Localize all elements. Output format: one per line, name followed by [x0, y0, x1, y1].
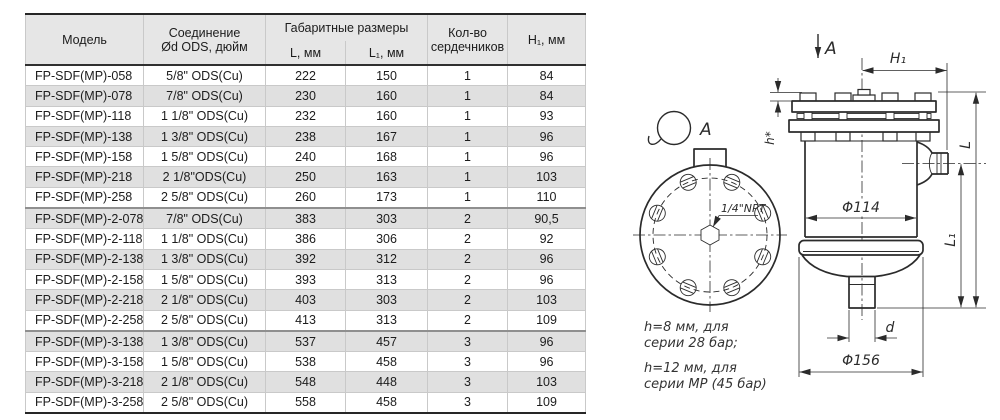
dia-flange-label: Φ156	[842, 353, 880, 369]
col-header-cores-line1: Кол-во	[448, 25, 487, 40]
cell-connection: 2 1/8" ODS(Cu)	[144, 372, 266, 392]
cell-connection: 5/8" ODS(Cu)	[144, 65, 266, 86]
dim-l1	[943, 164, 961, 307]
cell-model: FP-SDF(MP)-2-118	[26, 229, 144, 249]
technical-drawing	[600, 0, 1000, 420]
cell-model: FP-SDF(MP)-3-258	[26, 392, 144, 413]
cell-connection: 1 3/8" ODS(Cu)	[144, 331, 266, 352]
col-header-h1: H₁, мм	[508, 14, 586, 65]
cell-connection: 1 3/8" ODS(Cu)	[144, 126, 266, 146]
cell-connection: 1 1/8" ODS(Cu)	[144, 106, 266, 126]
cell-h1: 96	[508, 126, 586, 146]
view-a-label: A	[700, 120, 712, 140]
flange-assembly	[789, 90, 939, 142]
cell-l: 250	[266, 167, 346, 187]
cell-l: 222	[266, 65, 346, 86]
cell-model: FP-SDF(MP)-3-158	[26, 352, 144, 372]
col-header-cores	[428, 14, 508, 65]
col-header-connection	[144, 14, 266, 65]
table-row	[26, 310, 586, 331]
dia-body-label: Φ114	[842, 200, 880, 216]
cell-model: FP-SDF(MP)-258	[26, 187, 144, 208]
cell-l: 383	[266, 208, 346, 229]
cell-connection: 1 5/8" ODS(Cu)	[144, 147, 266, 167]
spec-table-header	[26, 14, 586, 65]
cell-cores: 1	[428, 126, 508, 146]
cell-model: FP-SDF(MP)-138	[26, 126, 144, 146]
l1-label: L₁	[943, 233, 959, 247]
note-line-4: серии МР (45 бар)	[644, 377, 767, 392]
cell-h1: 84	[508, 86, 586, 106]
cell-h1: 103	[508, 290, 586, 310]
l-label: L	[958, 141, 974, 149]
cell-model: FP-SDF(MP)-218	[26, 167, 144, 187]
cell-h1: 96	[508, 147, 586, 167]
cell-h1: 109	[508, 310, 586, 331]
cell-l1: 458	[346, 392, 428, 413]
cell-l1: 458	[346, 352, 428, 372]
table-row	[26, 229, 586, 249]
cell-l: 537	[266, 331, 346, 352]
note-line-3: h=12 мм, для	[644, 361, 737, 376]
cell-l: 240	[266, 147, 346, 167]
cell-connection: 2 5/8" ODS(Cu)	[144, 310, 266, 331]
cell-model: FP-SDF(MP)-2-158	[26, 269, 144, 289]
table-row	[26, 86, 586, 106]
cell-h1: 96	[508, 352, 586, 372]
table-row	[26, 352, 586, 372]
h1-label: H₁	[889, 51, 907, 67]
cell-model: FP-SDF(MP)-118	[26, 106, 144, 126]
npt-label: 1/4"NPT	[721, 202, 766, 215]
dim-dia-body	[806, 200, 916, 218]
cell-connection: 1 1/8" ODS(Cu)	[144, 229, 266, 249]
col-header-connection-line2: Ød ODS, дюйм	[161, 39, 248, 54]
table-row	[26, 65, 586, 86]
cell-cores: 1	[428, 187, 508, 208]
cell-cores: 1	[428, 86, 508, 106]
cell-l1: 457	[346, 331, 428, 352]
cell-cores: 3	[428, 372, 508, 392]
col-header-model: Модель	[26, 14, 144, 65]
cell-l1: 303	[346, 208, 428, 229]
cell-h1: 96	[508, 269, 586, 289]
cell-cores: 1	[428, 147, 508, 167]
cell-cores: 2	[428, 208, 508, 229]
cell-l1: 303	[346, 290, 428, 310]
cell-l: 232	[266, 106, 346, 126]
cell-cores: 2	[428, 249, 508, 269]
view-indicator	[648, 112, 711, 145]
view-direction-arrow	[818, 34, 837, 59]
cell-l1: 306	[346, 229, 428, 249]
cell-cores: 2	[428, 310, 508, 331]
d-label: d	[885, 320, 895, 336]
cell-cores: 1	[428, 65, 508, 86]
table-row	[26, 372, 586, 392]
cell-h1: 96	[508, 249, 586, 269]
cell-cores: 1	[428, 167, 508, 187]
cell-model: FP-SDF(MP)-2-258	[26, 310, 144, 331]
cell-h1: 92	[508, 229, 586, 249]
cell-l: 413	[266, 310, 346, 331]
note-line-2: серии 28 бар;	[644, 336, 738, 351]
table-row	[26, 187, 586, 208]
cell-l1: 163	[346, 167, 428, 187]
cell-connection: 1 5/8" ODS(Cu)	[144, 352, 266, 372]
cell-h1: 90,5	[508, 208, 586, 229]
table-row	[26, 106, 586, 126]
cell-l1: 173	[346, 187, 428, 208]
cell-l1: 160	[346, 86, 428, 106]
cell-h1: 103	[508, 167, 586, 187]
col-header-l1: L₁, мм	[346, 41, 428, 65]
cell-l1: 448	[346, 372, 428, 392]
cell-connection: 2 5/8" ODS(Cu)	[144, 187, 266, 208]
cell-cores: 3	[428, 352, 508, 372]
table-row	[26, 269, 586, 289]
view-arrow-label: A	[825, 39, 837, 59]
table-row	[26, 290, 586, 310]
cell-cores: 2	[428, 269, 508, 289]
cell-l: 386	[266, 229, 346, 249]
cell-h1: 109	[508, 392, 586, 413]
col-header-connection-line1: Соединение	[168, 25, 241, 40]
cell-cores: 3	[428, 392, 508, 413]
cell-l: 538	[266, 352, 346, 372]
cell-l1: 150	[346, 65, 428, 86]
cell-l: 260	[266, 187, 346, 208]
cell-connection: 7/8" ODS(Cu)	[144, 86, 266, 106]
cell-h1: 110	[508, 187, 586, 208]
note-line-1: h=8 мм, для	[644, 320, 729, 335]
cell-l: 548	[266, 372, 346, 392]
filter-body	[799, 141, 923, 308]
cell-model: FP-SDF(MP)-2-078	[26, 208, 144, 229]
cell-cores: 3	[428, 331, 508, 352]
cell-model: FP-SDF(MP)-2-218	[26, 290, 144, 310]
h-star-label: h*	[763, 131, 777, 145]
cell-l1: 312	[346, 249, 428, 269]
cell-connection: 2 1/8"ODS(Cu)	[144, 167, 266, 187]
cell-l1: 160	[346, 106, 428, 126]
table-row	[26, 392, 586, 413]
col-header-l: L, мм	[266, 41, 346, 65]
dim-dia-flange	[799, 257, 923, 377]
cell-h1: 103	[508, 372, 586, 392]
cell-model: FP-SDF(MP)-078	[26, 86, 144, 106]
cell-connection: 1 3/8" ODS(Cu)	[144, 249, 266, 269]
npt-callout	[713, 202, 767, 227]
cell-model: FP-SDF(MP)-2-138	[26, 249, 144, 269]
col-header-cores-line2: сердечников	[430, 39, 505, 54]
npt-port-hex	[701, 225, 719, 245]
cell-l: 230	[266, 86, 346, 106]
cell-l: 403	[266, 290, 346, 310]
cell-connection: 2 1/8" ODS(Cu)	[144, 290, 266, 310]
table-row	[26, 147, 586, 167]
table-row	[26, 249, 586, 269]
cell-connection: 2 5/8" ODS(Cu)	[144, 392, 266, 413]
col-header-dimensions-group: Габаритные размеры	[266, 14, 428, 41]
cell-l1: 313	[346, 310, 428, 331]
cell-cores: 2	[428, 290, 508, 310]
spec-table	[25, 13, 586, 414]
table-row	[26, 208, 586, 229]
cell-model: FP-SDF(MP)-3-138	[26, 331, 144, 352]
cell-l1: 313	[346, 269, 428, 289]
cell-h1: 84	[508, 65, 586, 86]
cell-connection: 1 5/8" ODS(Cu)	[144, 269, 266, 289]
cell-model: FP-SDF(MP)-3-218	[26, 372, 144, 392]
cell-model: FP-SDF(MP)-058	[26, 65, 144, 86]
cell-l1: 167	[346, 126, 428, 146]
cell-l: 392	[266, 249, 346, 269]
table-row	[26, 331, 586, 352]
cell-cores: 2	[428, 229, 508, 249]
table-row	[26, 126, 586, 146]
cell-l: 393	[266, 269, 346, 289]
cell-model: FP-SDF(MP)-158	[26, 147, 144, 167]
cell-h1: 96	[508, 331, 586, 352]
cell-l: 558	[266, 392, 346, 413]
cell-h1: 93	[508, 106, 586, 126]
cell-connection: 7/8" ODS(Cu)	[144, 208, 266, 229]
spec-table-body	[26, 65, 586, 413]
cell-l: 238	[266, 126, 346, 146]
table-row	[26, 167, 586, 187]
cell-l1: 168	[346, 147, 428, 167]
cell-cores: 1	[428, 106, 508, 126]
drawing-notes	[644, 320, 767, 392]
